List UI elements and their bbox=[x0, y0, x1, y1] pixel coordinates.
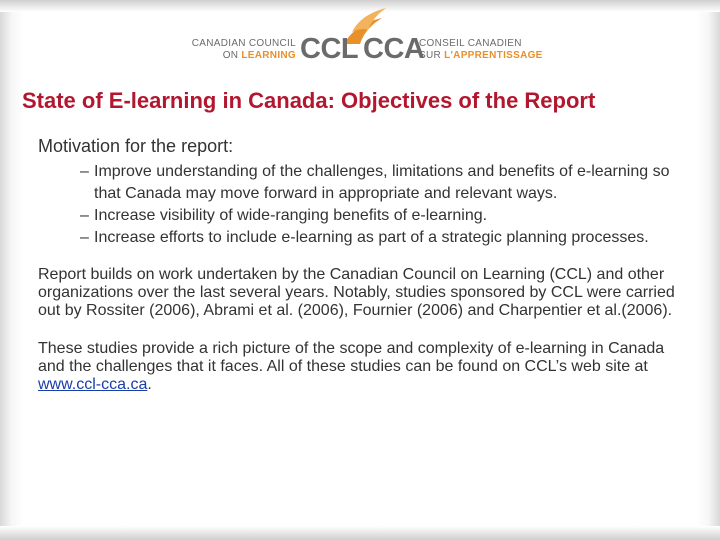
slide-title: State of E-learning in Canada: Objectives of the Report bbox=[22, 88, 596, 113]
logo-english-name bbox=[186, 38, 296, 62]
bullet-dash: – bbox=[80, 163, 89, 180]
logo-ccl-text: CCL bbox=[300, 33, 359, 65]
motivation-bullet bbox=[38, 227, 678, 249]
ccl-cca-logo bbox=[0, 0, 720, 80]
bullet-text: Increase efforts to include e-learning as part of a strategic planning processes. bbox=[94, 229, 649, 246]
studies-paragraph-text: These studies provide a rich picture of the scope and complexity of e-learning in Canada and the challenges that it faces. All of these studies can be found on CCL’s web site at bbox=[38, 340, 665, 375]
bullet-text: Increase visibility of wide-ranging benefits of e-learning. bbox=[94, 207, 488, 224]
logo-english-line1: CANADIAN COUNCIL bbox=[191, 38, 296, 49]
report-background-paragraph: Report builds on work undertaken by the Canadian Council on Learning (CCL) and other organizations over the last several years. Notably, studies sponsored by CCL were carried out by Rossiter (2006), Abrami et al. (2006), Fournier (2006) and Charpentier et al.(2006). bbox=[38, 266, 675, 319]
studies-paragraph bbox=[38, 340, 678, 394]
studies-paragraph-end: . bbox=[147, 376, 152, 393]
motivation-heading: Motivation for the report: bbox=[38, 136, 234, 156]
logo-french-line2 bbox=[419, 50, 549, 62]
motivation-list bbox=[38, 161, 678, 249]
ccl-website-link[interactable]: www.ccl-cca.ca bbox=[38, 376, 148, 393]
bullet-dash: – bbox=[80, 229, 89, 246]
bullet-text: Improve understanding of the challenges, limitations and benefits of e-learning so that Canada may move forward in appropriate and relevant ways. bbox=[94, 163, 670, 202]
logo-french-line2-plain: SUR bbox=[419, 50, 445, 61]
frame-bottom-shadow bbox=[0, 526, 720, 540]
logo-cca-text: CCA bbox=[363, 33, 425, 65]
logo-english-line2 bbox=[186, 50, 296, 62]
logo-english-line2-accent: LEARNING bbox=[241, 50, 296, 61]
logo-french-line1: CONSEIL CANADIEN bbox=[419, 38, 522, 49]
logo-french-line2-accent: L'APPRENTISSAGE bbox=[444, 50, 543, 61]
bullet-dash: – bbox=[80, 207, 89, 224]
logo-french-name bbox=[419, 38, 549, 62]
slide-body bbox=[38, 136, 678, 394]
motivation-bullet bbox=[38, 161, 678, 205]
logo-english-line2-plain: ON bbox=[222, 50, 242, 61]
motivation-bullet bbox=[38, 205, 678, 227]
